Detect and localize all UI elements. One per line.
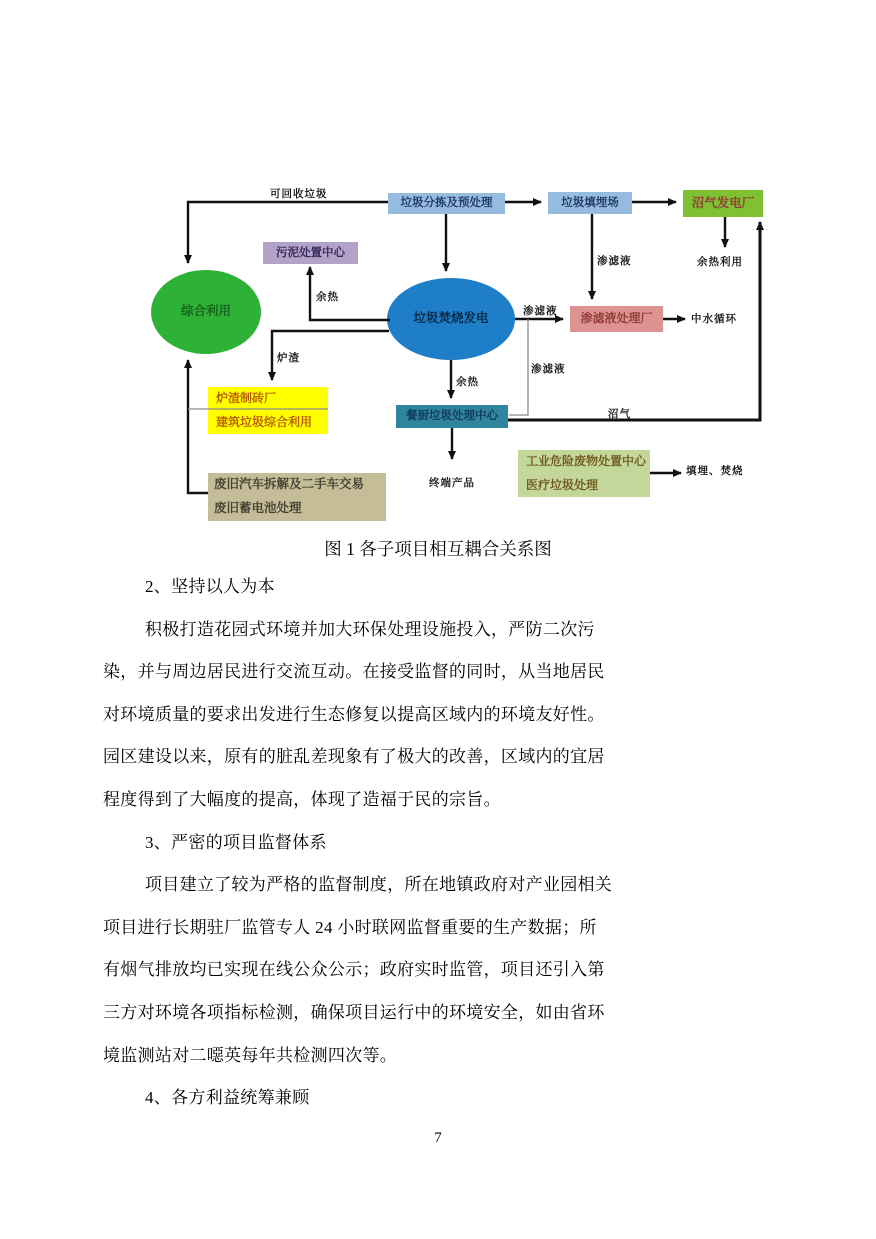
- hazardous-line2: 医疗垃圾处理: [526, 477, 599, 492]
- slag-brick-line1: 炉渣制砖厂: [216, 391, 277, 406]
- edge-label-heat-sludge: 余热: [316, 291, 339, 303]
- edge-kitchen-leachate-thin: [509, 319, 528, 415]
- edge-label-leachate-landfill: 渗滤液: [597, 255, 632, 267]
- body-line: 项目进行长期驻厂监管专人 24 小时联网监督重要的生产数据；所: [103, 917, 597, 937]
- node-biogas-power-plant: 沼气发电厂: [683, 190, 763, 217]
- body-line: 程度得到了大幅度的提高，体现了造福于民的宗旨。: [103, 789, 501, 809]
- body-line: 园区建设以来，原有的脏乱差现象有了极大的改善，区域内的宜居: [103, 747, 605, 767]
- node-slag-brick-factory: [208, 387, 328, 434]
- body-heading-4: 4、各方利益统筹兼顾: [145, 1088, 310, 1108]
- body-line: 项目建立了较为严格的监督制度，所在地镇政府对产业园相关: [145, 875, 613, 895]
- body-line: 三方对环境各项指标检测，确保项目运行中的环境安全，如由省环: [103, 1002, 605, 1022]
- hazardous-line1: 工业危险废物处置中心: [526, 454, 647, 469]
- node-waste-sorting-pretreatment: 垃圾分拣及预处理: [388, 193, 505, 214]
- figure-caption: 图 1 各子项目相互耦合关系图: [324, 539, 552, 559]
- scrap-car-line2: 废旧蓄电池处理: [214, 501, 302, 516]
- edge-label-recyclable-waste: 可回收垃圾: [270, 188, 328, 200]
- page-number: 7: [434, 1130, 442, 1146]
- coupling-relation-diagram: [0, 0, 876, 560]
- node-scrap-car-dismantling: [208, 473, 386, 521]
- node-leachate-treatment-plant: 渗滤液处理厂: [570, 306, 663, 332]
- body-heading-3: 3、严密的项目监督体系: [145, 832, 327, 852]
- node-waste-incineration-power: 垃圾焚烧发电: [387, 278, 515, 360]
- body-heading-2: 2、坚持以人为本: [145, 577, 275, 596]
- body-text: [103, 566, 663, 1120]
- slag-brick-line2: 建筑垃圾综合利用: [216, 414, 313, 429]
- body-line: 境监测站对二噁英每年共检测四次等。: [103, 1045, 398, 1065]
- body-line: 积极打造花园式环境并加大环保处理设施投入，严防二次污: [145, 619, 595, 639]
- node-comprehensive-utilization: 综合利用: [151, 270, 261, 354]
- body-line: 对环境质量的要求出发进行生态修复以提高区域内的环境友好性。: [103, 704, 605, 724]
- edge-label-slag: 炉渣: [277, 352, 300, 364]
- edge-label-water-cycle: 中水循环: [691, 313, 737, 325]
- edge-label-biogas: 沼气: [608, 408, 631, 420]
- node-kitchen-waste-center: 餐厨垃圾处理中心: [396, 405, 508, 428]
- node-hazardous-waste-center: [518, 450, 650, 497]
- node-landfill-site: 垃圾填埋场: [548, 192, 632, 214]
- edge-label-heat-utilization: 余热利用: [697, 256, 743, 268]
- edge-label-leachate-incineration: 渗滤液: [523, 305, 558, 317]
- body-line: 染，并与周边居民进行交流互动。在接受监督的同时，从当地居民: [103, 662, 605, 682]
- body-line: 有烟气排放均已实现在线公众公示；政府实时监管，项目还引入第: [103, 960, 605, 980]
- edge-label-heat-kitchen: 余热: [456, 376, 479, 388]
- edge-label-leachate-kitchen: 渗滤液: [531, 363, 566, 375]
- edge-label-end-product: 终端产品: [429, 477, 475, 489]
- scrap-car-line1: 废旧汽车拆解及二手车交易: [214, 477, 365, 492]
- edge-label-landfill-incineration: 填埋、焚烧: [686, 465, 744, 477]
- edge-scrap-car-to-comprehensive: [188, 360, 208, 493]
- node-sludge-disposal-center: 污泥处置中心: [263, 242, 358, 264]
